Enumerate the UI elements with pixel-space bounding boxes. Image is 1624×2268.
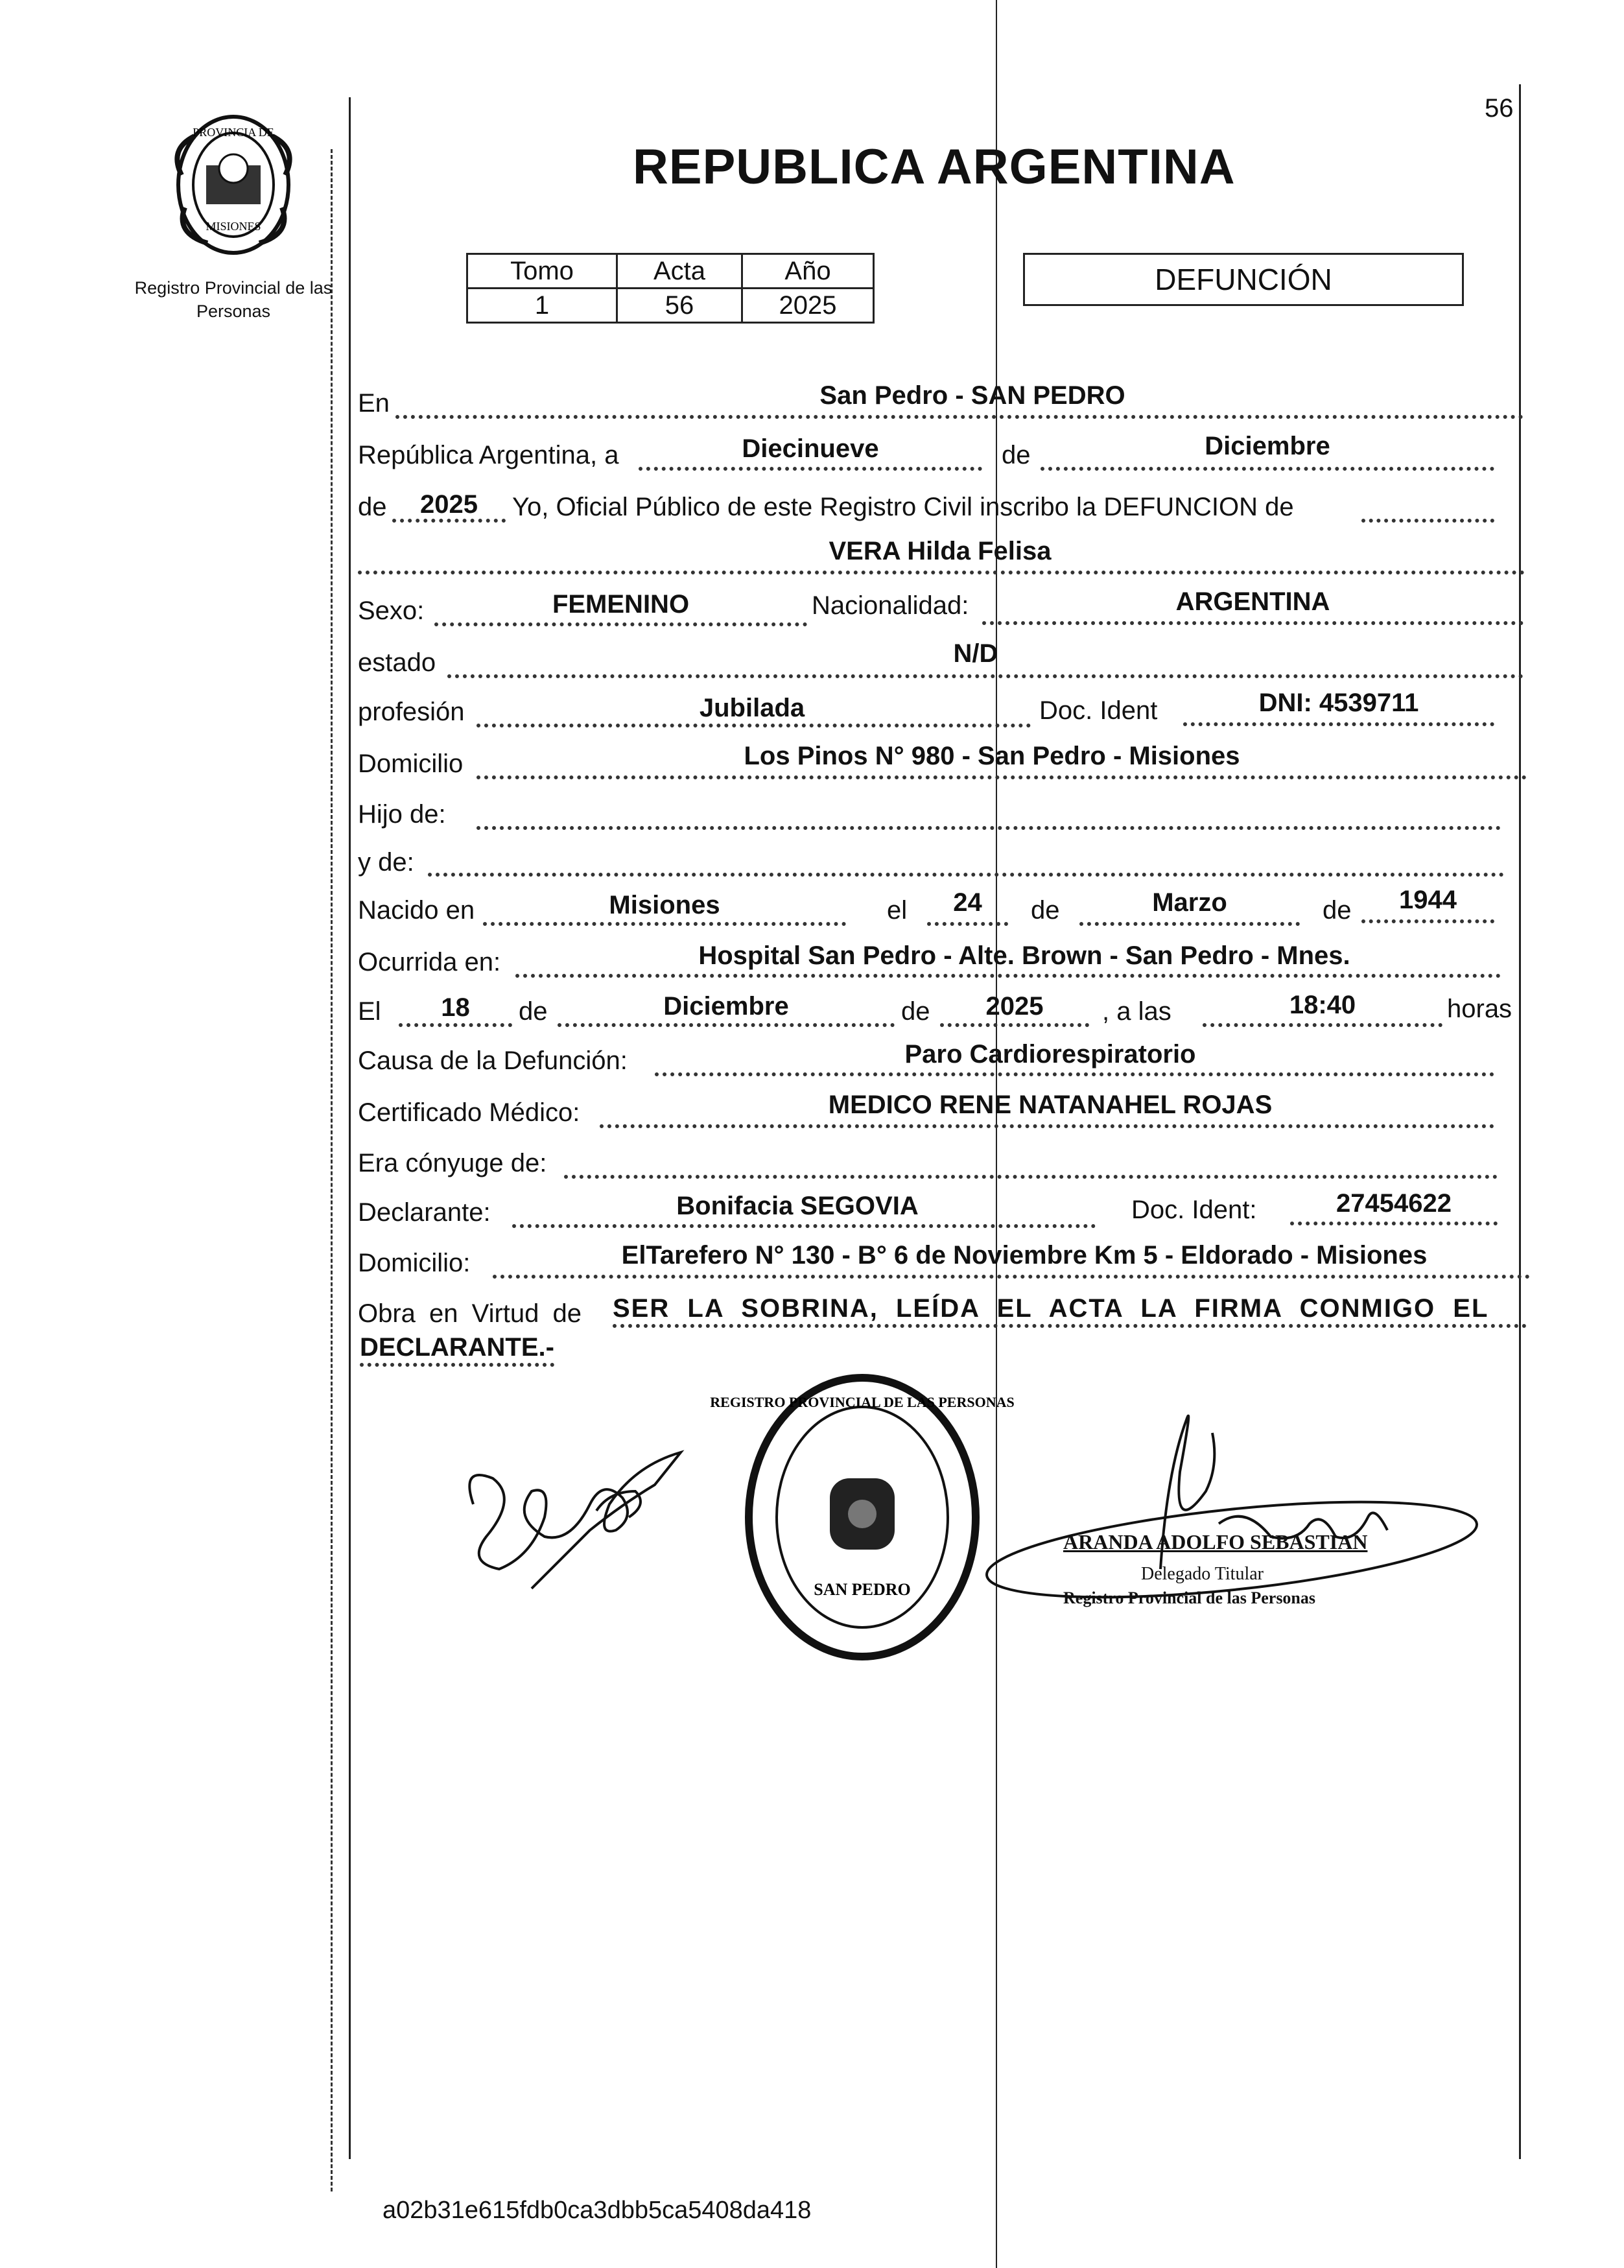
estado-value: N/D (953, 639, 998, 668)
nacido-el-label: el (887, 896, 908, 925)
official-title: Delegado Titular (1141, 1564, 1264, 1584)
domicilio2-value: ElTarefero N° 130 - B° 6 de Noviembre Km 5 - Eldorado - Misiones (621, 1241, 1428, 1270)
fecha-anio: 2025 (985, 992, 1044, 1021)
obra-value-line1: SER LA SOBRINA, LEÍDA EL ACTA LA FIRMA CONMIGO EL (613, 1293, 1527, 1328)
seal-bottom-text: MISIONES (206, 220, 261, 233)
ocurrida-label: Ocurrida en: (358, 948, 501, 976)
nacido-value: Misiones (609, 891, 720, 919)
nacido-anio: 1944 (1399, 886, 1457, 914)
domicilio2-dots (493, 1275, 1530, 1279)
en-value: San Pedro - SAN PEDRO (819, 381, 1125, 410)
day-dots (639, 467, 982, 471)
hora-dots (1203, 1023, 1442, 1027)
td-tomo: 1 (467, 289, 617, 323)
month-value: Diciembre (1205, 432, 1330, 460)
en-dots (395, 415, 1524, 419)
nacionalidad-dots (982, 621, 1524, 625)
ocurrida-dots (515, 974, 1501, 978)
nacionalidad-label: Nacionalidad: (812, 591, 969, 620)
el-label: El (358, 997, 381, 1026)
sexo-label: Sexo: (358, 597, 425, 625)
domicilio-value: Los Pinos N° 980 - San Pedro - Misiones (744, 742, 1240, 770)
conyuge-dots (564, 1175, 1498, 1179)
doc-label: Doc. Ident (1039, 696, 1158, 725)
nacido-dia-dots (927, 922, 1008, 926)
causa-label: Causa de la Defunción: (358, 1046, 628, 1075)
name-dots (358, 571, 1525, 574)
fecha-dia: 18 (441, 993, 470, 1022)
yde-dots (428, 873, 1504, 877)
declarant-signature (441, 1426, 700, 1595)
conyuge-label: Era cónyuge de: (358, 1149, 547, 1177)
th-acta: Acta (617, 254, 742, 289)
a-las-label: , a las (1102, 997, 1171, 1026)
domicilio2-label: Domicilio: (358, 1249, 471, 1277)
left-margin-line (349, 97, 351, 2159)
declarante-value: Bonifacia SEGOVIA (676, 1192, 919, 1220)
de-label: de (1002, 441, 1031, 469)
table-value-row (467, 289, 874, 323)
document-hash: a02b31e615fdb0ca3dbb5ca5408da418 (382, 2197, 812, 2224)
page-number: 56 (1485, 94, 1514, 123)
nacido-dots (483, 922, 846, 926)
fecha-de2-label: de (901, 997, 930, 1026)
profesion-value: Jubilada (699, 694, 805, 722)
th-tomo: Tomo (467, 254, 617, 289)
fecha-anio-dots (940, 1023, 1089, 1027)
tomo-acta-anio-table (466, 253, 875, 324)
causa-dots (655, 1072, 1494, 1076)
profesion-label: profesión (358, 698, 465, 726)
doc-value: DNI: 4539711 (1258, 689, 1419, 717)
estado-label: estado (358, 648, 436, 677)
declarante-doc-dots (1290, 1222, 1498, 1225)
deceased-name: VERA Hilda Felisa (829, 537, 1052, 565)
obra-label: Obra en Virtud de (358, 1299, 582, 1328)
inscribo-text: Yo, Oficial Público de este Registro Civil inscribo la DEFUNCION de (512, 493, 1294, 521)
fecha-de1-label: de (519, 997, 548, 1026)
day-value: Diecinueve (742, 434, 879, 463)
nacido-dia: 24 (953, 888, 982, 917)
domicilio-label: Domicilio (358, 750, 464, 778)
horas-label: horas (1447, 995, 1512, 1023)
month-dots (1041, 467, 1494, 471)
fecha-mes: Diciembre (663, 992, 789, 1021)
nacido-mes: Marzo (1152, 888, 1227, 917)
declarante-doc-value: 27454622 (1336, 1189, 1452, 1218)
official-name: ARANDA ADOLFO SEBASTIAN (1063, 1530, 1368, 1553)
nacido-de1-label: de (1031, 896, 1060, 925)
causa-value: Paro Cardiorespiratorio (904, 1040, 1196, 1069)
stamp-center-text: SAN PEDRO (814, 1580, 911, 1599)
table-header-row (467, 254, 874, 289)
nacido-mes-dots (1079, 922, 1300, 926)
page-title: REPUBLICA ARGENTINA (633, 139, 1236, 195)
sexo-value: FEMENINO (552, 590, 690, 619)
estado-dots (447, 674, 1524, 678)
seal-top-text: PROVINCIA DE (193, 126, 274, 139)
hijo-label: Hijo de: (358, 800, 446, 829)
left-margin-dashes (331, 149, 333, 2191)
certificado-label: Certificado Médico: (358, 1098, 580, 1127)
domicilio-dots (477, 775, 1527, 779)
year-prefix-label: de (358, 493, 387, 521)
nacido-label: Nacido en (358, 896, 475, 925)
stamp-ring-text: REGISTRO PROVINCIAL DE LAS PERSONAS (710, 1394, 1015, 1410)
nacionalidad-value: ARGENTINA (1175, 587, 1330, 616)
declarante-dots (512, 1224, 1096, 1228)
profesion-dots (477, 724, 1031, 727)
inscribo-dots (1361, 519, 1494, 523)
hijo-dots (477, 826, 1501, 830)
certificado-value: MEDICO RENE NATANAHEL ROJAS (828, 1091, 1273, 1119)
fecha-dia-dots (399, 1023, 512, 1027)
declarante-label: Declarante: (358, 1198, 491, 1227)
fecha-mes-dots (558, 1023, 895, 1027)
registry-label: Registro Provincial de las Personas (134, 278, 333, 321)
provincial-seal-logo (156, 110, 311, 259)
document-type-box: DEFUNCIÓN (1023, 253, 1464, 306)
year-value: 2025 (420, 490, 478, 519)
td-anio: 2025 (742, 289, 874, 323)
yde-label: y de: (358, 848, 414, 877)
republica-label: República Argentina, a (358, 441, 619, 469)
official-org: Registro Provincial de las Personas (1063, 1589, 1316, 1607)
hora-value: 18:40 (1289, 991, 1356, 1019)
en-label: En (358, 389, 390, 418)
nacido-de2-label: de (1323, 896, 1352, 925)
official-stamp (710, 1368, 1015, 1666)
td-acta: 56 (617, 289, 742, 323)
obra-value-line2: DECLARANTE.- (360, 1332, 554, 1367)
right-margin-line (1519, 84, 1521, 2159)
fold-line (996, 0, 997, 2268)
th-anio: Año (742, 254, 874, 289)
ocurrida-value: Hospital San Pedro - Alte. Brown - San Pedro - Mnes. (698, 941, 1350, 970)
doc-dots (1183, 722, 1494, 726)
declarante-doc-label: Doc. Ident: (1131, 1196, 1257, 1224)
sexo-dots (434, 622, 807, 626)
nacido-anio-dots (1361, 919, 1494, 923)
certificado-dots (600, 1124, 1494, 1128)
